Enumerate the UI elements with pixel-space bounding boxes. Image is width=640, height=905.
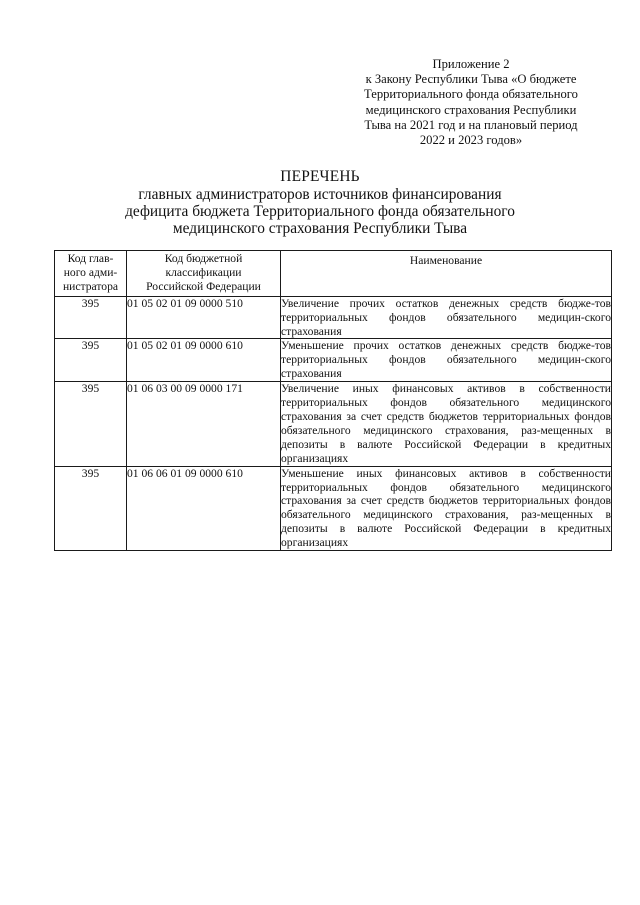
title-heading: ПЕРЕЧЕНЬ [280, 168, 360, 185]
header-line: ного адми- [63, 265, 118, 279]
title-line: главных администраторов источников финансирования [138, 186, 502, 203]
admin-code-cell: 395 [55, 296, 127, 339]
appendix-note [340, 57, 602, 148]
header-line: Код глав- [67, 252, 114, 265]
name-cell: Увеличение прочих остатков денежных средств бюдже-тов территориальных фондов обязательного медицин-ского страхования [281, 296, 611, 338]
table-row [55, 339, 612, 382]
appendix-line: Территориального фонда обязательного [364, 87, 578, 102]
document-title [0, 168, 640, 237]
appendix-line: 2022 и 2023 годов» [419, 133, 523, 148]
administrators-table [54, 250, 612, 551]
header-line: классификации [165, 265, 242, 279]
table-row [55, 466, 612, 550]
appendix-line: Тыва на 2021 год и на плановый период [364, 117, 578, 132]
table-row [55, 296, 612, 339]
header-line: Код бюджетной [164, 252, 243, 265]
name-cell: Уменьшение прочих остатков денежных средств бюдже-тов территориальных фондов обязательного медицин-ского страхования [281, 339, 611, 381]
title-line: дефицита бюджета Территориального фонда обязательного [125, 203, 515, 220]
name-cell: Уменьшение иных финансовых активов в собственности территориальных фондов обязательного медицинского страхования за счет средств бюджетов территориальных фондов обязательного медицинского страхования, раз-мещенных в депозиты в валюте Российской Федерации в кредитных организациях [281, 466, 611, 550]
appendix-line: к Закону Республики Тыва «О бюджете [365, 72, 577, 87]
table-header-row [55, 251, 612, 297]
title-line: медицинского страхования Республики Тыва [172, 220, 468, 237]
appendix-line: медицинского страхования Республики [365, 102, 577, 117]
header-classification [127, 251, 281, 297]
admin-code-cell: 395 [55, 466, 127, 550]
header-name: Наименование [281, 251, 612, 297]
header-line: нистратора [62, 279, 119, 293]
appendix-line: Приложение 2 [432, 57, 510, 71]
classification-code-cell: 01 06 06 01 09 0000 610 [127, 466, 281, 550]
name-cell: Увеличение иных финансовых активов в собственности территориальных фондов обязательного медицинского страхования за счет средств бюджетов территориальных фондов обязательного медицинского страхования, раз-мещенных в депозиты в валюте Российской Федерации в кредитных организациях [281, 382, 611, 465]
table-row [55, 382, 612, 466]
header-admin-code [55, 251, 127, 297]
classification-code-cell: 01 06 03 00 09 0000 171 [127, 382, 281, 466]
admin-code-cell: 395 [55, 382, 127, 466]
admin-code-cell: 395 [55, 339, 127, 382]
classification-code-cell: 01 05 02 01 09 0000 510 [127, 296, 281, 339]
classification-code-cell: 01 05 02 01 09 0000 610 [127, 339, 281, 382]
header-line: Российской Федерации [146, 279, 261, 293]
